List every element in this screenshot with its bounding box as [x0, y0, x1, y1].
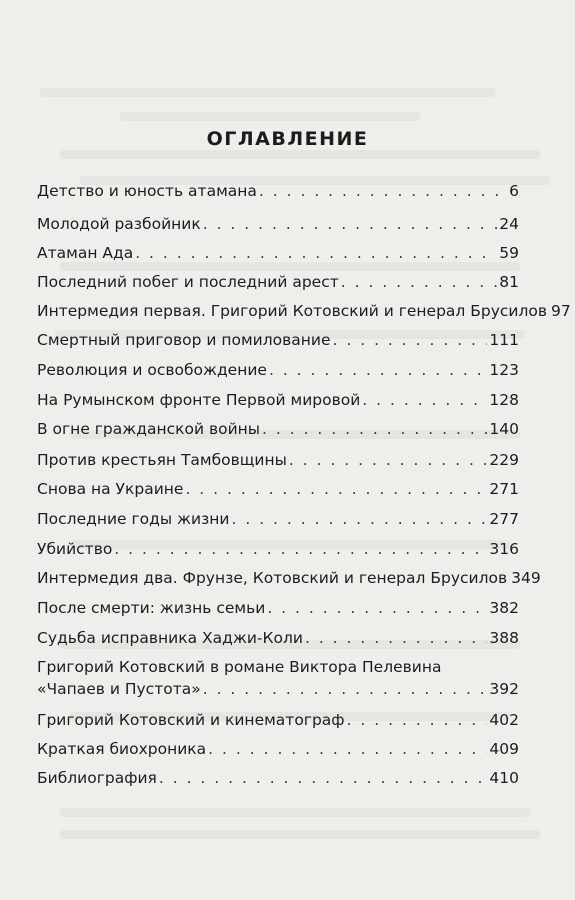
toc-entry-page: 59: [499, 244, 519, 262]
toc-entry-title: Молодой разбойник: [37, 215, 201, 233]
toc-entry-title: Григорий Котовский и кинематограф: [37, 711, 345, 729]
toc-entry-title: Последние годы жизни: [37, 510, 230, 528]
toc-entry-title: Революция и освобождение: [37, 361, 267, 379]
toc-entry-title: Интермедия первая. Григорий Котовский и генерал Брусилов: [37, 302, 548, 320]
leader-dots: [114, 538, 487, 560]
toc-entry[interactable]: [37, 597, 519, 619]
leader-dots: [203, 213, 498, 235]
toc-entry[interactable]: [37, 242, 519, 264]
toc-entry-page: 229: [489, 451, 519, 469]
toc-entry-title: «Чапаев и Пустота»: [37, 680, 201, 698]
leader-dots: [232, 508, 488, 530]
toc-entry-page: 81: [499, 273, 519, 291]
toc-entry-title: Библиография: [37, 769, 157, 787]
toc-entry[interactable]: [37, 567, 541, 589]
toc-entry-page: 123: [489, 361, 519, 379]
toc-entry[interactable]: [37, 478, 519, 500]
toc-entry[interactable]: [37, 300, 571, 322]
toc-entry-title: Смертный приговор и помилование: [37, 331, 331, 349]
leader-dots: [347, 709, 488, 731]
toc-entry[interactable]: [37, 389, 519, 411]
toc-entry[interactable]: [37, 180, 519, 202]
toc-entry[interactable]: [37, 508, 519, 530]
toc-entry[interactable]: [37, 538, 519, 560]
leader-dots: [135, 242, 497, 264]
toc-entry-page: 97: [551, 302, 571, 320]
leader-dots: [269, 359, 487, 381]
toc-entry[interactable]: [37, 271, 519, 293]
toc-heading: ОГЛАВЛЕНИЕ: [206, 128, 369, 150]
toc-entry-page: 271: [489, 480, 519, 498]
toc-entry-page: 392: [489, 680, 519, 698]
leader-dots: [208, 738, 487, 760]
toc-entry[interactable]: [37, 449, 519, 471]
toc-entry-title: Интермедия два. Фрунзе, Котовский и генерал Брусилов: [37, 569, 508, 587]
toc-entry-page: 277: [489, 510, 519, 528]
toc-entry-page: 388: [489, 629, 519, 647]
toc-entry-page: 128: [489, 391, 519, 409]
toc-entry-title: Детство и юность атамана: [37, 182, 257, 200]
toc-entry[interactable]: [37, 418, 519, 440]
toc-entry-title: Атаман Ада: [37, 244, 134, 262]
toc-entry-page: 316: [489, 540, 519, 558]
toc-entry-title: В огне гражданской войны: [37, 420, 261, 438]
toc-entry[interactable]: [37, 627, 519, 649]
leader-dots: [305, 627, 487, 649]
leader-dots: [362, 389, 487, 411]
leader-dots: [259, 180, 507, 202]
toc-entry-page: 111: [489, 331, 519, 349]
toc-entry-title: Снова на Украине: [37, 480, 184, 498]
toc-entry-page: 409: [489, 740, 519, 758]
leader-dots: [203, 678, 488, 700]
toc-entry[interactable]: [37, 359, 519, 381]
leader-dots: [159, 767, 488, 789]
toc-entry-title: Против крестьян Тамбовщины: [37, 451, 287, 469]
toc-entry-page: 24: [499, 215, 519, 233]
toc-entry[interactable]: [37, 709, 519, 731]
toc-entry-page: 402: [489, 711, 519, 729]
toc-entry-title: Судьба исправника Хаджи-Коли: [37, 629, 303, 647]
toc-entry-title: Краткая биохроника: [37, 740, 207, 758]
toc-entry-title-line1: Григорий Котовский в романе Виктора Пелевина: [37, 658, 442, 676]
toc-entry-title: После смерти: жизнь семьи: [37, 599, 266, 617]
leader-dots: [289, 449, 488, 471]
toc-entry-title: Последний побег и последний арест: [37, 273, 339, 291]
toc-entry[interactable]: [37, 329, 519, 351]
toc-entry-title: На Румынском фронте Первой мировой: [37, 391, 361, 409]
toc-entry-page: 382: [489, 599, 519, 617]
leader-dots: [333, 329, 488, 351]
toc-entry[interactable]: [37, 767, 519, 789]
leader-dots: [262, 418, 487, 440]
toc-entry-page: 410: [489, 769, 519, 787]
leader-dots: [185, 478, 487, 500]
toc-entry-page: 140: [489, 420, 519, 438]
leader-dots: [267, 597, 487, 619]
toc-entry-page: 349: [511, 569, 541, 587]
toc-entry-page: 6: [509, 182, 519, 200]
toc-entry-title: Убийство: [37, 540, 113, 558]
leader-dots: [341, 271, 498, 293]
toc-entry[interactable]: [37, 213, 519, 235]
toc-entry[interactable]: [37, 656, 519, 700]
toc-entry[interactable]: [37, 738, 519, 760]
